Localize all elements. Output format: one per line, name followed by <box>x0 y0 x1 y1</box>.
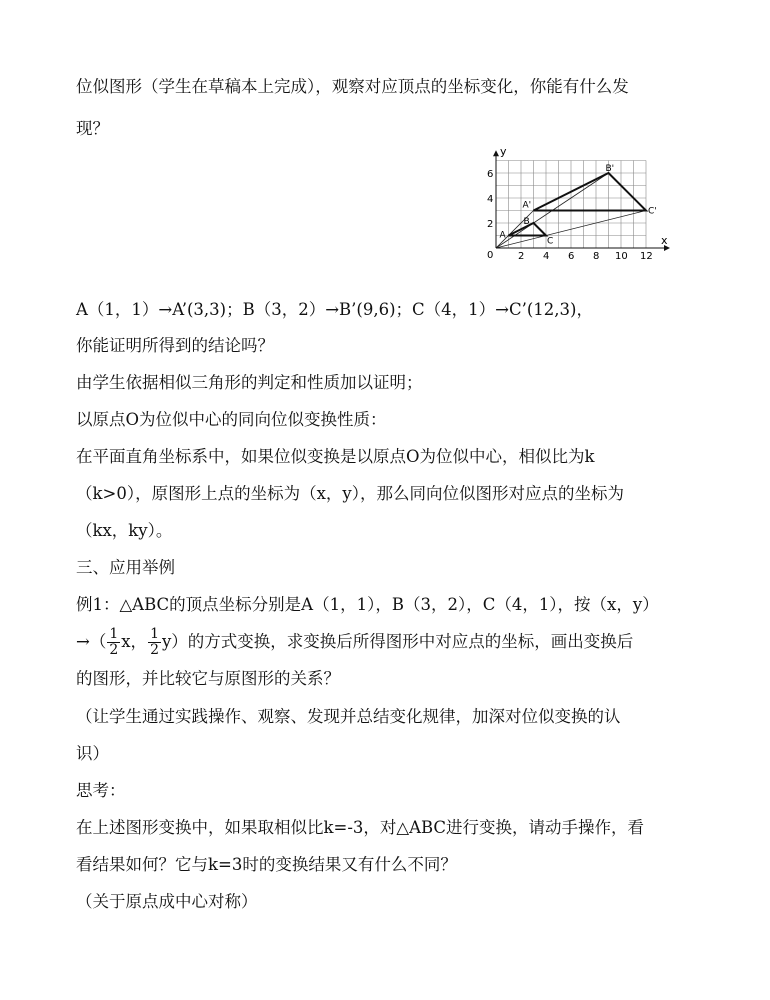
text-line-14: （让学生通过实践操作、观察、发现并总结变化规律，加深对位似变换的认 <box>76 707 621 726</box>
text-line-6: 以原点O为位似中心的同向位似变换性质： <box>76 410 387 429</box>
x-tick-label: 2 <box>518 251 525 262</box>
coordinate-figure <box>486 145 682 264</box>
text-line-3: A（1，1）→A’(3,3)；B（3，2）→B’(9,6)；C（4，1）→C’(12,3)， <box>76 300 593 319</box>
fraction-half-y <box>148 627 161 658</box>
x-term: x， <box>121 632 148 651</box>
point-a-prime-label: A' <box>522 200 532 211</box>
text-line-5: 由学生依据相似三角形的判定和性质加以证明； <box>76 373 423 392</box>
fraction-numerator: 1 <box>109 626 119 642</box>
y-tick-label: 6 <box>487 169 494 180</box>
text-line-12 <box>76 626 633 658</box>
x-axis-label: x <box>661 234 668 247</box>
text-line-15: 识） <box>76 744 109 763</box>
text-line-17: 在上述图形变换中，如果取相似比k=-3，对△ABC进行变换，请动手操作，看 <box>76 818 645 837</box>
section-heading: 三、应用举例 <box>76 558 175 577</box>
y-axis-label: y <box>500 145 507 158</box>
text-line-13: 的图形，并比较它与原图形的关系？ <box>76 669 340 688</box>
y-term: y）的方式变换，求变换后所得图形中对应点的坐标，画出变换后 <box>161 632 634 651</box>
x-tick-label: 4 <box>543 251 550 262</box>
text-line-19: （关于原点成中心对称） <box>76 892 258 911</box>
triangle-abc-image <box>534 173 647 211</box>
x-tick-labels <box>518 251 653 262</box>
text-line-8: （k>0），原图形上点的坐标为（x，y），那么同向位似图形对应点的坐标为 <box>76 484 624 503</box>
text-line-9: （kx，ky）。 <box>76 521 173 540</box>
text-line-2: 现？ <box>76 119 109 138</box>
x-tick-label: 8 <box>593 251 600 262</box>
text-line-18: 看结果如何？它与k=3时的变换结果又有什么不同？ <box>76 855 457 874</box>
thinking-heading: 思考： <box>76 781 126 800</box>
text-line-4: 你能证明所得到的结论吗？ <box>76 336 274 355</box>
y-axis-arrow-icon <box>493 150 499 156</box>
point-a-label: A <box>499 230 506 241</box>
text-line-7: 在平面直角坐标系中，如果位似变换是以原点O为位似中心，相似比为k <box>76 447 595 466</box>
point-b-label: B <box>523 217 530 227</box>
arrow-open: →（ <box>76 632 107 651</box>
point-b-prime-label: B' <box>605 164 615 174</box>
x-tick-label: 12 <box>640 251 653 262</box>
y-tick-label: 4 <box>487 194 494 205</box>
y-tick-labels <box>487 169 493 230</box>
fraction-denominator: 2 <box>109 642 119 658</box>
text-line-11: 例1：△ABC的顶点坐标分别是A（1，1），B（3，2），C（4，1），按（x，y） <box>76 595 659 614</box>
fraction-numerator: 1 <box>150 626 159 642</box>
y-tick-label: 2 <box>487 219 494 230</box>
x-tick-label: 10 <box>615 251 628 262</box>
text-line-1: 位似图形（学生在草稿本上完成），观察对应顶点的坐标变化，你能有什么发 <box>76 77 629 96</box>
point-c-prime-label: C' <box>648 206 657 217</box>
fraction-denominator: 2 <box>150 642 159 658</box>
x-tick-label: 6 <box>568 251 575 262</box>
point-c-label: C <box>547 236 554 247</box>
origin-label: 0 <box>487 250 494 261</box>
fraction-half-x <box>107 627 120 658</box>
